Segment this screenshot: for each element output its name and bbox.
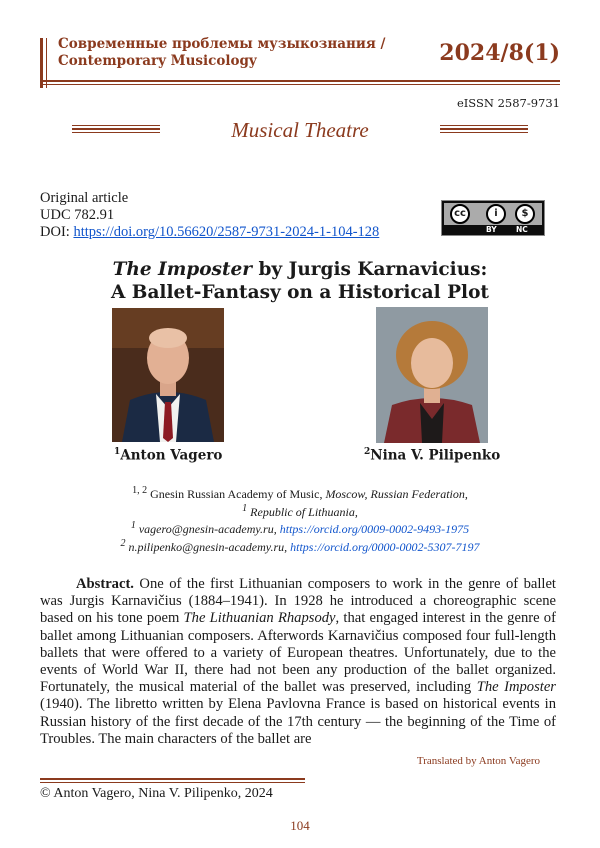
author-1-orcid-link[interactable]: https://orcid.org/0009-0002-9493-1975 <box>279 522 470 536</box>
abstract-italic: The Imposter <box>476 679 556 696</box>
author-2-email: n.pilipenko@gnesin-academy.ru, <box>125 539 291 554</box>
person-icon: i <box>486 204 506 224</box>
aff-place: Republic of Lithuania, <box>247 504 358 519</box>
author-2-orcid-link[interactable]: https://orcid.org/0000-0002-5307-7197 <box>290 539 480 554</box>
aff-org: Gnesin Russian Academy of Music, <box>147 487 326 501</box>
abstract-italic: The Lithuanian Rhapsody <box>183 610 336 627</box>
cc-license-badge[interactable] <box>441 200 545 236</box>
header-rule <box>40 80 560 82</box>
aff-sup: 1 <box>130 520 136 531</box>
title-italic: The Imposter <box>112 259 253 280</box>
abstract-label: Abstract. <box>76 576 134 592</box>
section-rule-left <box>72 132 160 133</box>
section-rule-right <box>440 125 528 126</box>
section-rule-left <box>72 125 160 126</box>
translator-note: Translated by Anton Vagero <box>416 755 540 767</box>
aff-sup: 2 <box>120 537 126 549</box>
section-rule-right <box>440 132 528 133</box>
abstract <box>40 576 556 748</box>
author-photo-1 <box>112 308 224 442</box>
footer-rule <box>40 778 305 780</box>
copyright: © Anton Vagero, Nina V. Pilipenko, 2024 <box>40 786 273 801</box>
section-rule-right <box>440 128 528 130</box>
header-rule-thin <box>40 84 560 85</box>
author-2-sup: 2 <box>364 447 371 457</box>
aff-sup: 1, 2 <box>132 485 148 496</box>
doi-label: DOI: <box>40 224 74 240</box>
article-title <box>60 258 540 304</box>
title-line1: by Jurgis Karnavicius: <box>252 259 488 280</box>
aff-place: Moscow, Russian Federation, <box>325 487 468 501</box>
eissn: eISSN 2587-9731 <box>456 96 560 110</box>
doi <box>40 224 379 241</box>
author-2 <box>364 447 500 464</box>
footer-rule-thin <box>40 782 305 783</box>
section-title: Musical Theatre <box>231 118 369 142</box>
journal-title-ru: Современные проблемы музыкознания / <box>58 36 386 52</box>
udc: UDC 782.91 <box>40 207 115 223</box>
page-number: 104 <box>290 818 310 833</box>
abstract-text: One of the first Lithuanian composers to work in the genre of ballet was Jurgis Karnavičius (1884–1941). In 1928 he introduced a choreographic scene based on his tone poem <box>40 576 556 627</box>
issue-number: 2024/8(1) <box>439 40 560 66</box>
license-nc-label: NC <box>516 225 528 234</box>
author-2-name: Nina V. Pilipenko <box>370 447 501 464</box>
title-line2: A Ballet-Fantasy on a Historical Plot <box>111 282 489 303</box>
author-photo-2 <box>376 307 488 443</box>
cc-icon: cc <box>450 204 470 224</box>
license-by-label: BY <box>486 225 497 234</box>
doi-link[interactable]: https://doi.org/10.56620/2587-9731-2024-1-104-128 <box>73 224 380 240</box>
aff-sup: 1 <box>242 502 248 514</box>
author-1-sup: 1 <box>114 447 121 457</box>
abstract-text: , that engaged interest in the genre of ballet among Lithuanian composers. Afterwords Karnavičius composed four full-length ballets that were offered to a variety of European theatres. Unfortunately, due to the events of World War II, there had not been any production of the ballet organized. Fortunately, the musical material of the ballet was preserved, including <box>40 610 556 696</box>
author-1-email: vagero@gnesin-academy.ru, <box>135 522 280 536</box>
section-rule-left <box>72 128 160 130</box>
abstract-text: (1940). The libretto written by Elena Pavlovna France is based on historical events in Russian history of the first decade of the 17th century — the beginning of the Time of Troubles. The main characters of the ballet are <box>40 696 556 747</box>
article-meta <box>40 190 379 241</box>
journal-title-en: Contemporary Musicology <box>58 53 257 69</box>
article-type: Original article <box>40 190 129 206</box>
affiliations <box>60 484 540 554</box>
no-commercial-icon: $ <box>515 204 535 224</box>
author-1-name: Anton Vagero <box>120 447 223 464</box>
author-1 <box>114 447 222 464</box>
journal-title <box>58 36 398 70</box>
